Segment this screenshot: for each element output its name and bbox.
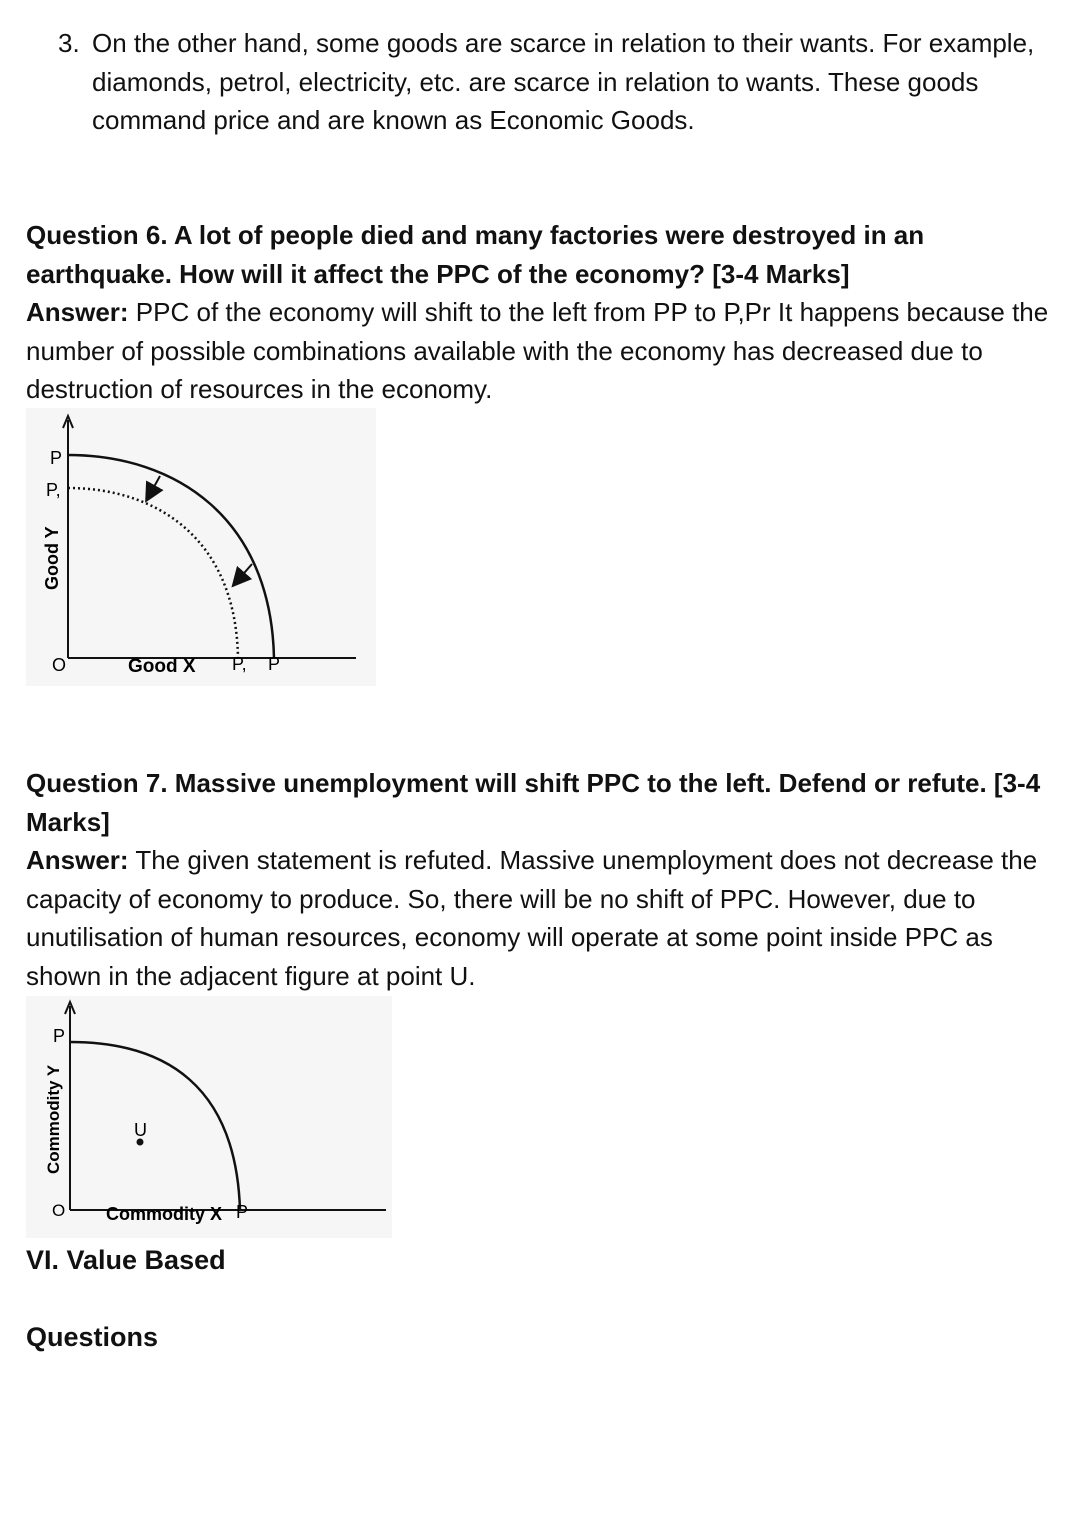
- point-u-label: U: [134, 1120, 147, 1140]
- sub-heading: Questions: [26, 1322, 159, 1352]
- label-p-bottom: P: [268, 654, 281, 674]
- label-p1-bottom: P: [236, 1202, 249, 1222]
- question-6-block: [26, 216, 1056, 409]
- label-p-top: P: [50, 448, 63, 468]
- answer-7-text: The given statement is refuted. Massive unemployment does not decrease the capacity of economy to produce. So, there will be no shift of PPC. However, due to unutilisation of human resources, economy will operate at some point inside PPC as shown in the adjacent figure at point U.: [26, 845, 1038, 991]
- list-number: 3.: [58, 28, 80, 58]
- origin-label: O: [52, 655, 67, 675]
- answer-7: [26, 841, 1056, 995]
- ppc-original-curve: [68, 455, 274, 658]
- origin-label: O: [52, 1201, 66, 1220]
- y-axis-label: Commodity Y: [44, 1064, 63, 1174]
- list-item-3: [58, 24, 1058, 140]
- ppc-unemployment-figure: [26, 996, 392, 1238]
- label-p1-top: P,: [46, 480, 61, 500]
- answer-6: [26, 293, 1056, 409]
- x-axis-label: Good X: [128, 656, 196, 677]
- ppc-shift-diagram: [26, 408, 376, 686]
- shift-arrow-top: [150, 476, 160, 494]
- ppc-shift-figure: [26, 408, 376, 686]
- shift-arrow-right: [238, 564, 252, 580]
- label-p1-bottom: P,: [232, 654, 247, 674]
- y-axis-label: Good Y: [42, 526, 62, 590]
- label-p-top: P: [53, 1026, 66, 1046]
- question-6-text: Question 6. A lot of people died and many factories were destroyed in an earthquake. How will it affect the PPC of the economy? [3-4 Marks]: [26, 220, 925, 289]
- ppc-shifted-curve: [68, 488, 238, 658]
- question-7-block: [26, 764, 1056, 995]
- question-7-text: Question 7. Massive unemployment will shift PPC to the left. Defend or refute. [3-4 Marks]: [26, 768, 1041, 837]
- x-axis-label: Commodity X: [106, 1204, 223, 1224]
- list-item-text: On the other hand, some goods are scarce in relation to their wants. For example, diamonds, petrol, electricity, etc. are scarce in relation to wants. These goods command price and are known as Economic Goods.: [92, 28, 1035, 135]
- answer-label: Answer:: [26, 845, 129, 875]
- section-heading: VI. Value Based: [26, 1245, 226, 1275]
- answer-6-text: PPC of the economy will shift to the left from PP to P,Pr It happens because the number of possible combinations available with the economy has decreased due to destruction of resources in the economy.: [26, 297, 1049, 404]
- ppc-unemployment-diagram: [26, 996, 392, 1238]
- ppc-curve: [70, 1042, 240, 1210]
- answer-label: Answer:: [26, 297, 129, 327]
